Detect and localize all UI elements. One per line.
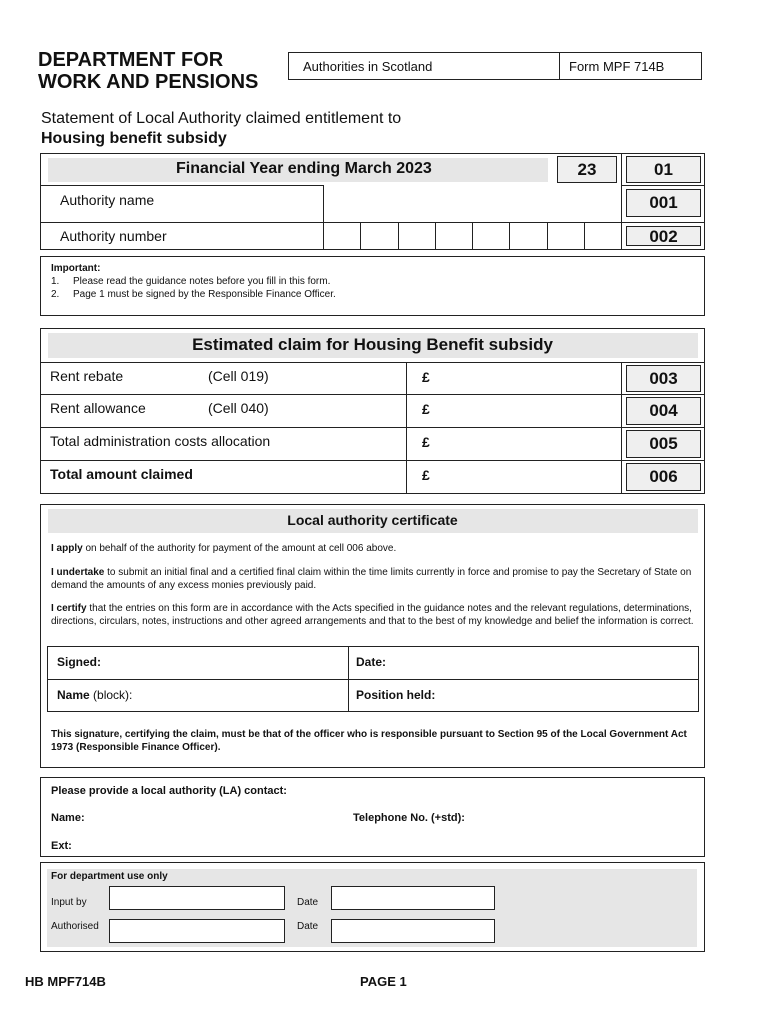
footer-form-ref: HB MPF714B [25,974,106,989]
apply-statement [51,542,696,555]
code-004: 004 [649,401,678,420]
page-title [41,109,401,149]
code-001: 001 [649,193,678,212]
rent-allowance-currency: £ [422,401,430,417]
header-divider [559,53,560,79]
apply-text: on behalf of the authority for payment of the amount at cell 006 above. [82,543,397,554]
date-label-1: Date [297,897,319,908]
authority-number-label: Authority number [60,228,167,244]
estimate-line-0 [41,362,704,363]
year-section [40,153,705,250]
rent-rebate-currency: £ [422,369,430,385]
title-line-1: Statement of Local Authority claimed entitlement to [41,110,402,127]
rent-allowance-cell: (Cell 040) [208,400,269,416]
date-label: Date: [356,655,387,669]
undertake-bold: I undertake [51,567,105,578]
certificate-section [40,504,705,768]
estimate-section [40,328,705,494]
code-23: 23 [577,160,597,179]
estimate-line-2 [41,427,704,428]
department-name [38,49,258,93]
contact-title: Please provide a local authority (LA) contact: [51,785,287,797]
important-item-1-num: 1. [51,276,60,287]
admin-costs-input[interactable] [436,429,616,458]
dept-use-section [40,862,705,952]
authority-name-input[interactable] [323,185,621,222]
authority-name-label: Authority name [60,192,155,208]
input-date-field[interactable] [331,886,495,910]
authorised-field[interactable] [109,919,285,943]
undertake-statement [51,566,696,592]
input-by-label: Input by [51,897,87,908]
authorised-date-field[interactable] [331,919,495,943]
code-col-divider [621,154,622,249]
signature-col-divider [348,647,349,711]
certify-bold: I certify [51,603,87,614]
signature-row-divider [48,679,698,680]
ext-input[interactable] [81,834,231,854]
date-input[interactable] [393,649,693,677]
form-id: Form MPF 714B [569,59,665,74]
input-by-field[interactable] [109,886,285,910]
name-label-rest: (block): [89,688,133,702]
code-01: 01 [654,160,673,179]
code-006: 006 [649,467,678,486]
important-item-2 [51,288,336,301]
rent-rebate-cell: (Cell 019) [208,368,269,384]
apply-bold: I apply [51,543,83,554]
telephone-label: Telephone No. (+std): [353,812,465,824]
date-label-2: Date [297,921,319,932]
estimate-line-1 [41,394,704,395]
code-003: 003 [649,369,678,388]
certificate-title: Local authority certificate [287,512,458,528]
important-item-1-text: Please read the guidance notes before you fill in this form. [73,276,331,287]
important-box [40,256,705,316]
financial-year-label: Financial Year ending March 2023 [176,160,432,177]
header-box [288,52,702,80]
admin-costs-label: Total administration costs allocation [50,433,271,449]
ext-label: Ext: [51,840,72,852]
rent-rebate-label: Rent rebate [50,368,124,384]
undertake-text: to submit an initial final and a certified final claim within the time limits currently in force and promise to pay the Secretary of State on demand the amounts of any excess monies previously paid. [51,567,692,591]
estimate-col-2 [621,362,622,493]
total-claimed-currency: £ [422,467,430,483]
telephone-input[interactable] [491,806,691,828]
estimate-title: Estimated claim for Housing Benefit subsidy [192,335,553,354]
position-label: Position held: [356,688,436,702]
contact-section [40,777,705,857]
department-line-2: WORK AND PENSIONS [38,71,259,93]
footer-page: PAGE 1 [360,974,407,989]
contact-name-input[interactable] [91,806,341,828]
contact-name-label: Name: [51,812,85,824]
code-005: 005 [649,434,678,453]
name-label-bold: Name [57,688,90,702]
estimate-line-3 [41,460,704,461]
signed-input[interactable] [108,649,344,677]
estimate-col-1 [406,362,407,493]
code-002: 002 [649,227,678,246]
important-item-2-num: 2. [51,289,60,300]
position-input[interactable] [443,682,693,709]
important-item-2-text: Page 1 must be signed by the Responsible Finance Officer. [73,289,336,300]
title-line-2: Housing benefit subsidy [41,130,227,147]
authorities-label: Authorities in Scotland [303,59,433,74]
admin-costs-currency: £ [422,434,430,450]
rent-rebate-input[interactable] [436,364,616,392]
name-input[interactable] [143,682,343,709]
signature-footnote: This signature, certifying the claim, must be that of the officer who is responsible pursuant to Section 95 of the Local Government Act 1973 (Responsible Finance Officer). [51,729,687,753]
total-claimed-label: Total amount claimed [50,466,193,482]
important-item-1 [51,275,330,288]
rent-allowance-input[interactable] [436,396,616,425]
department-line-1: DEPARTMENT FOR [38,49,224,71]
important-title: Important: [51,263,101,274]
dept-use-title: For department use only [51,871,168,882]
authority-number-input[interactable] [323,222,621,249]
authorised-label: Authorised [51,921,99,932]
name-label [57,688,132,702]
signed-label: Signed: [57,655,101,669]
rent-allowance-label: Rent allowance [50,400,146,416]
total-claimed-input[interactable] [436,462,616,491]
signature-table [47,646,699,712]
certify-text: that the entries on this form are in accordance with the Acts specified in the guidance notes and the relevant regulations, determinations, directions, circulars, notes, instructions and other agreed arrangements and that to the best of my knowledge and belief the information is correct. [51,603,694,627]
certify-statement [51,602,696,628]
